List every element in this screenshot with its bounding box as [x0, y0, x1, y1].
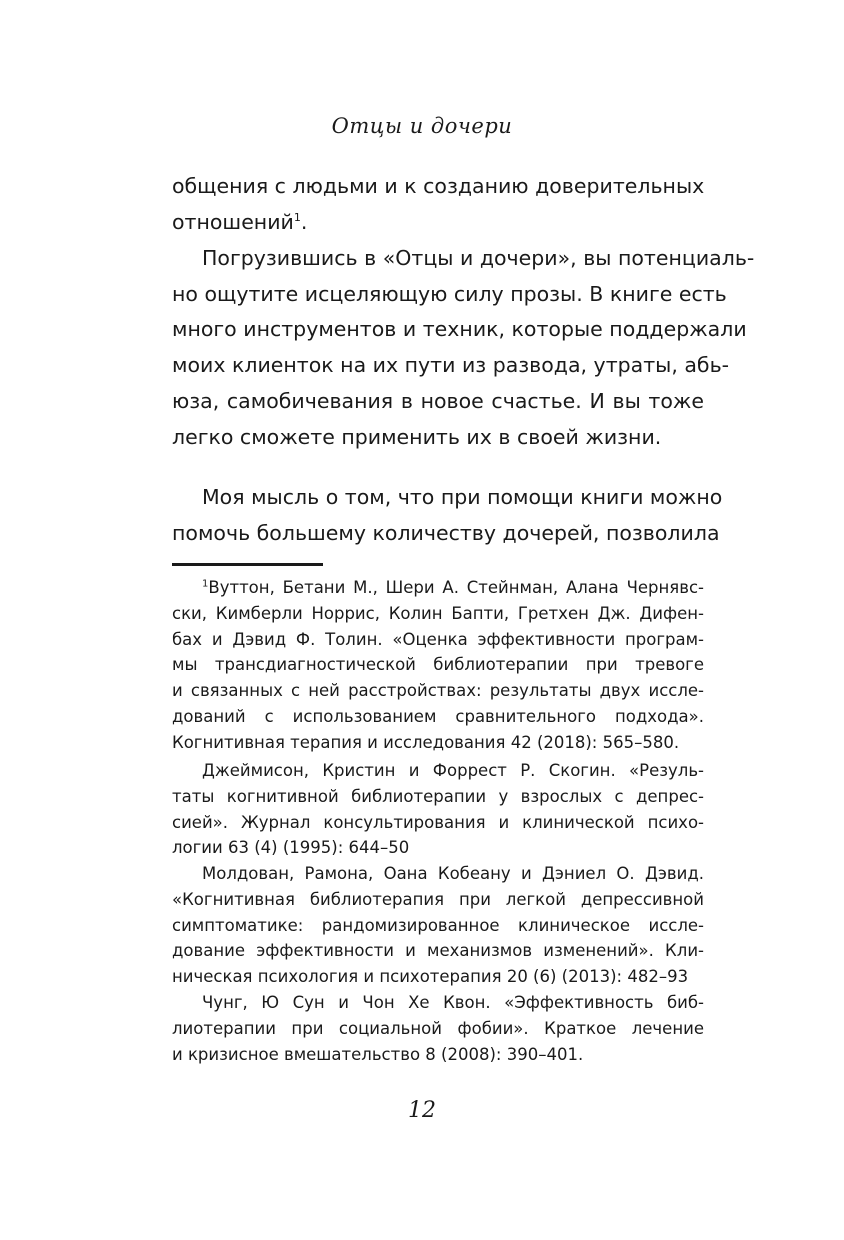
text-line: Джеймисон, Кристин и Форрест Р. Скогин. «Резуль-	[202, 761, 704, 780]
text-line: дование эффективности и механизмов изменений». Кли-	[172, 941, 704, 961]
text-line: «Когнитивная библиотерапия при легкой депрессивной	[172, 889, 704, 909]
text-line: легко сможете применить их в своей жизни.	[172, 424, 662, 449]
footnote-separator	[172, 563, 323, 566]
footnote-marker: 1	[202, 578, 209, 590]
text-fragment: отношений	[172, 209, 294, 234]
text-line	[172, 205, 704, 241]
text-line: логии 63 (4) (1995): 644–50	[172, 838, 410, 858]
text-line: юза, самобичевания в новое счастье. И вы тоже	[172, 388, 704, 413]
paragraph-2	[172, 241, 755, 455]
running-head: Отцы и дочери	[331, 114, 513, 138]
text-line: мы трансдиагностической библиотерапии при тревоге	[172, 655, 704, 675]
text-line: и кризисное вмешательство 8 (2008): 390–401.	[172, 1044, 584, 1064]
text-line: ски, Кимберли Норрис, Колин Бапти, Гретхен Дж. Дифен-	[172, 603, 704, 623]
text-line: Погрузившись в «Отцы и дочери», вы потенциаль-	[202, 246, 755, 270]
text-line: таты когнитивной библиотерапии у взрослых с депрес-	[172, 786, 704, 806]
text-line: но ощутите исцеляющую силу прозы. В книге есть	[172, 281, 727, 306]
footnote-3	[172, 861, 704, 990]
text-line	[172, 575, 704, 601]
footnote-4	[172, 990, 704, 1067]
paragraph-3	[172, 480, 723, 551]
text-line: сией». Журнал консультирования и клинической психо-	[172, 812, 704, 832]
text-line: Молдован, Рамона, Оана Кобеану и Дэниел О. Дэвид.	[202, 864, 704, 883]
text-line: бах и Дэвид Ф. Толин. «Оценка эффективности програм-	[172, 629, 704, 649]
text-line: помочь большему количеству дочерей, позволила	[172, 520, 720, 545]
page-number: 12	[408, 1098, 436, 1123]
text-fragment: Вуттон, Бетани М., Шери А. Стейнман, Алана Чернявс-	[208, 578, 704, 597]
text-line: Когнитивная терапия и исследования 42 (2018): 565–580.	[172, 732, 680, 752]
text-line: Моя мысль о том, что при помощи книги можно	[202, 485, 723, 509]
footnote-1	[172, 575, 704, 756]
text-line: Чунг, Ю Сун и Чон Хе Квон. «Эффективность биб-	[202, 993, 704, 1012]
text-line: много инструментов и техник, которые поддержали	[172, 317, 747, 342]
paragraph-1	[172, 169, 704, 240]
text-line: общения с людьми и к созданию доверительных	[172, 174, 705, 198]
text-line: симптоматике: рандомизированное клиническое иссле-	[172, 915, 704, 935]
text-line: и связанных с ней расстройствах: результаты двух иссле-	[172, 681, 704, 701]
text-line: лиотерапии при социальной фобии». Краткое лечение	[172, 1018, 704, 1038]
text-line: дований с использованием сравнительного подхода».	[172, 706, 704, 726]
footnote-2	[172, 758, 704, 861]
footnote-reference[interactable]: 1	[293, 210, 301, 224]
text-fragment: .	[300, 209, 308, 234]
text-line: моих клиенток на их пути из развода, утраты, абь-	[172, 353, 730, 378]
text-line: ническая психология и психотерапия 20 (6) (2013): 482–93	[172, 967, 689, 987]
